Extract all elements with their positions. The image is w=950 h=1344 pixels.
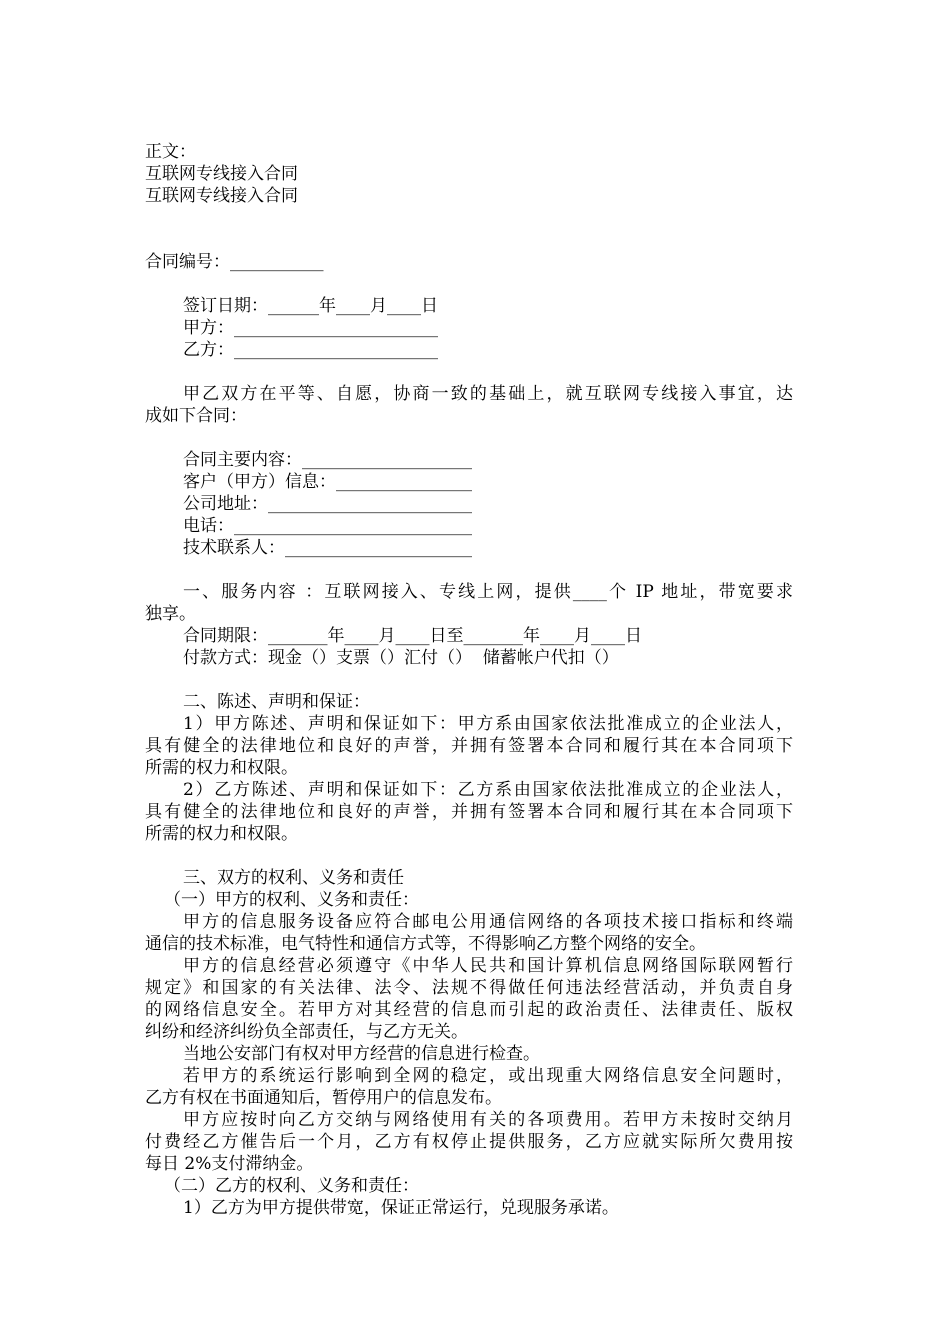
paragraph-line: 当地公安部门有权对甲方经营的信息进行检查。: [183, 1044, 540, 1064]
paragraph-line: 每日 2%支付滞纳金。: [145, 1154, 314, 1174]
intro-paragraph-line: 成如下合同：: [145, 406, 247, 426]
company-address-field: 公司地址：________________________: [183, 494, 472, 514]
paragraph-line: 若甲方的系统运行影响到全网的稳定，或出现重大网络信息安全问题时，: [183, 1066, 793, 1086]
party-b-field: 乙方：________________________: [183, 340, 438, 360]
subsection-heading: （二）乙方的权利、义务和责任：: [164, 1176, 419, 1196]
paragraph-line: 甲方应按时向乙方交纳与网络使用有关的各项费用。若甲方未按时交纳月: [183, 1110, 793, 1130]
paragraph-line: 所需的权力和权限。: [145, 824, 298, 844]
section-heading: 二、陈述、声明和保证：: [183, 692, 370, 712]
paragraph-line: 2）乙方陈述、声明和保证如下：乙方系由国家依法批准成立的企业法人，: [183, 780, 793, 800]
contract-term-field: 合同期限：_______年____月____日至_______年____月____日: [183, 626, 642, 646]
customer-info-field: 客户（甲方）信息：________________: [183, 472, 472, 492]
paragraph-line: 具有健全的法律地位和良好的声誉，并拥有签署本合同和履行其在本合同项下: [145, 802, 793, 822]
paragraph-line: 付费经乙方催告后一个月，乙方有权停止提供服务，乙方应就实际所欠费用按: [145, 1132, 793, 1152]
paragraph-line: 具有健全的法律地位和良好的声誉，并拥有签署本合同和履行其在本合同项下: [145, 736, 793, 756]
paragraph-line: 甲方的信息服务设备应符合邮电公用通信网络的各项技术接口指标和终端: [183, 912, 793, 932]
sign-date-field: 签订日期：______年____月____日: [183, 296, 438, 316]
paragraph-line: 的网络信息安全。若甲方对其经营的信息而引起的政治责任、法律责任、版权: [145, 1000, 793, 1020]
paragraph-line: 甲方的信息经营必须遵守《中华人民共和国计算机信息网络国际联网暂行: [183, 956, 793, 976]
paragraph-line: 1）甲方陈述、声明和保证如下：甲方系由国家依法批准成立的企业法人，: [183, 714, 793, 734]
tech-contact-field: 技术联系人：______________________: [183, 538, 472, 558]
paragraph-line: 所需的权力和权限。: [145, 758, 298, 778]
phone-field: 电话：____________________________: [183, 516, 472, 536]
service-content-line: 独享。: [145, 604, 196, 624]
paragraph-line: 通信的技术标准，电气特性和通信方式等，不得影响乙方整个网络的安全。: [145, 934, 706, 954]
document-title-repeat: 互联网专线接入合同: [145, 186, 298, 206]
paragraph-line: 乙方有权在书面通知后，暂停用户的信息发布。: [145, 1088, 502, 1108]
body-label: 正文：: [145, 142, 196, 162]
contract-number-field: 合同编号：___________: [145, 252, 324, 272]
paragraph-line: 规定》和国家的有关法律、法令、法规不得做任何违法经营活动，并负责自身: [145, 978, 793, 998]
service-content-line: 一、服务内容 ：互联网接入、专线上网，提供____个 IP 地址，带宽要求: [183, 582, 793, 602]
paragraph-line: 1）乙方为甲方提供带宽，保证正常运行，兑现服务承诺。: [183, 1198, 619, 1218]
subsection-heading: （一）甲方的权利、义务和责任：: [164, 890, 419, 910]
document-title: 互联网专线接入合同: [145, 164, 298, 184]
intro-paragraph-line: 甲乙双方在平等、自愿，协商一致的基础上，就互联网专线接入事宜，达: [183, 384, 793, 404]
main-content-field: 合同主要内容：____________________: [183, 450, 472, 470]
party-a-field: 甲方：________________________: [183, 318, 438, 338]
paragraph-line: 纠纷和经济纠纷负全部责任，与乙方无关。: [145, 1022, 468, 1042]
section-heading: 三、双方的权利、义务和责任: [183, 868, 404, 888]
payment-method-field: 付款方式：现金（）支票（）汇付（） 储蓄帐户代扣（）: [183, 648, 619, 668]
